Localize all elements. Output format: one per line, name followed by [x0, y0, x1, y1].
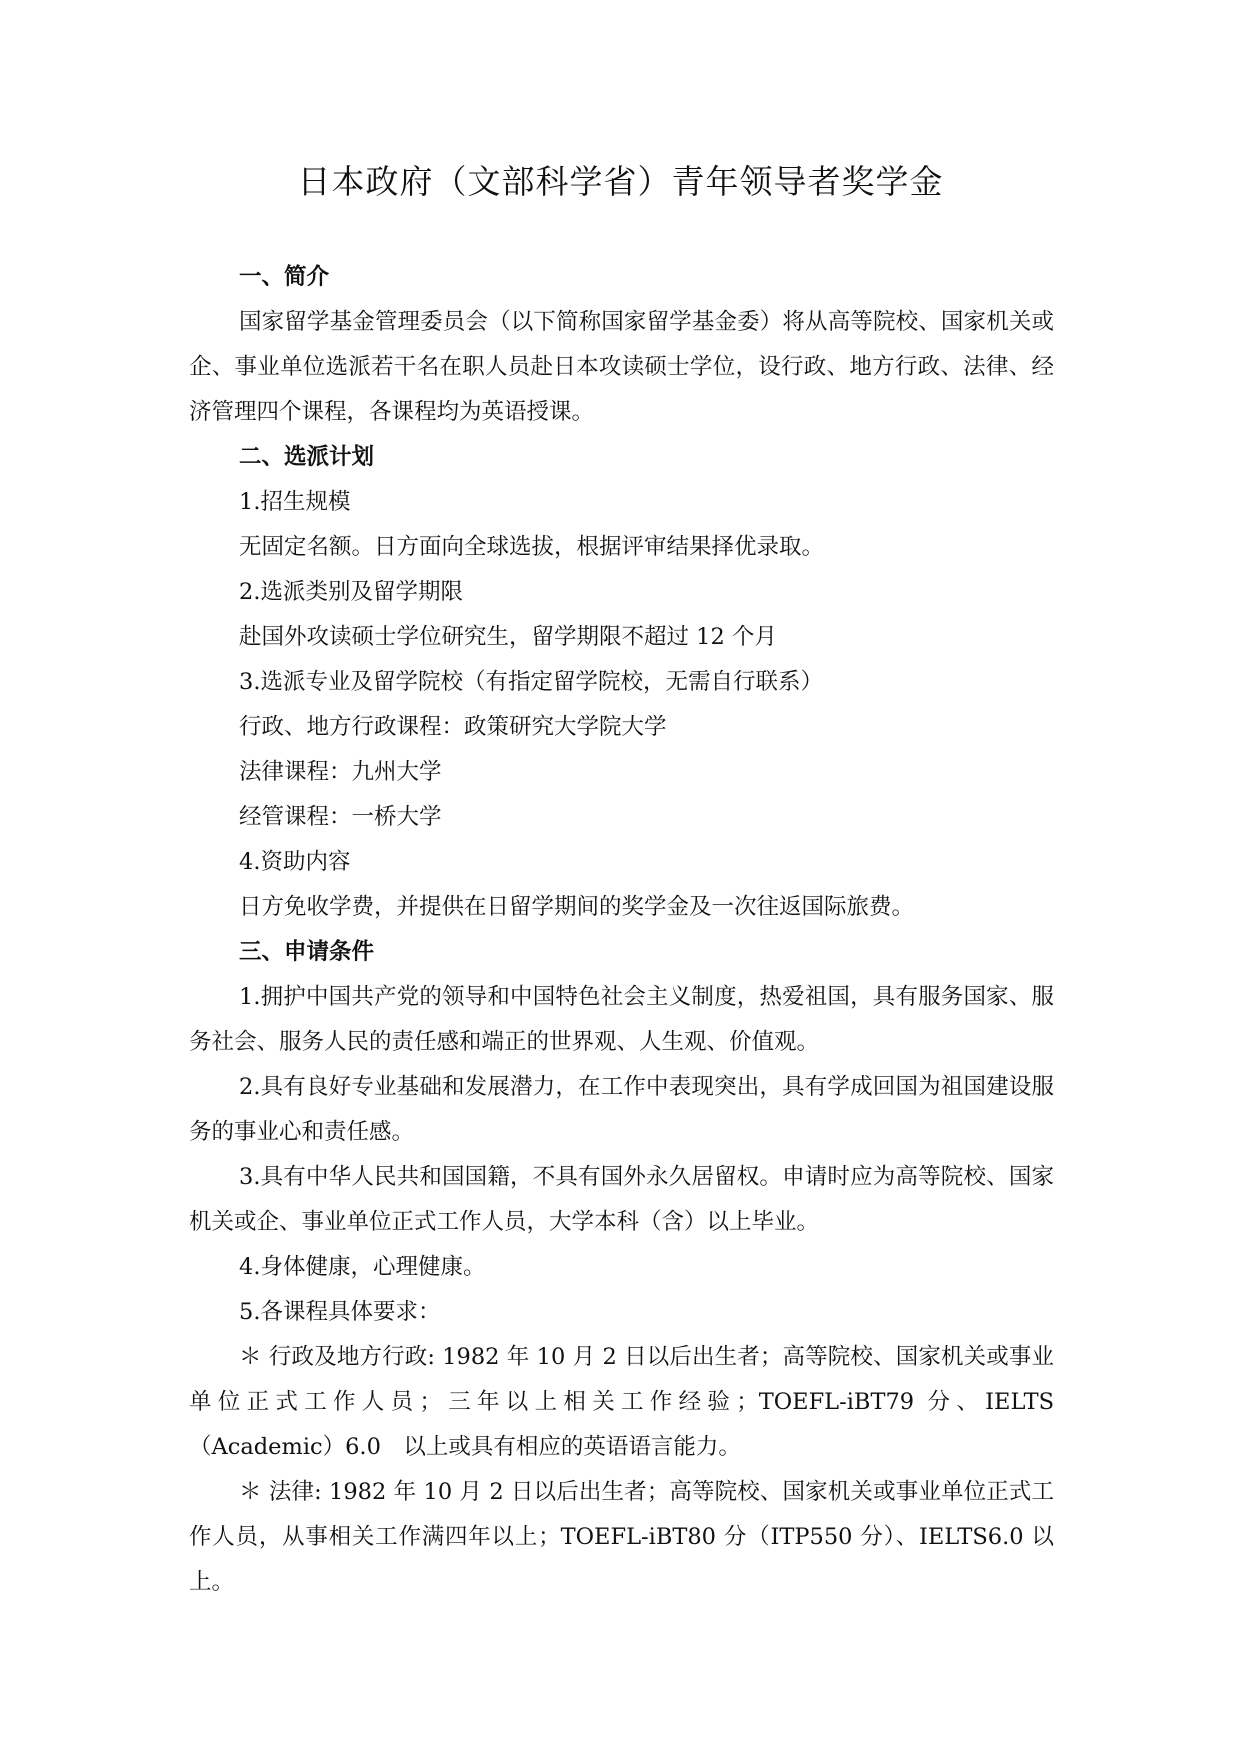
requirement-paragraph: 2.具有良好专业基础和发展潜力，在工作中表现突出，具有学成回国为祖国建设服务的事业心和责任感。 — [189, 1074, 1054, 1145]
plan-item-majors-heading: 3.选派专业及留学院校（有指定留学院校，无需自行联系） — [239, 669, 823, 695]
requirement-law-course: ＊ 法律: 1982 年 10 月 2 日以后出生者；高等院校、国家机关或事业单位正式工作人员，从事相关工作满四年以上；TOEFL-iBT80 分（ITP550 分）、IELTS6.0 以上。 — [189, 1479, 1054, 1595]
plan-item-admin-course: 行政、地方行政课程：政策研究大学院大学 — [239, 714, 667, 740]
section-heading-intro: 一、简介 — [239, 264, 330, 290]
plan-item-category-heading: 2.选派类别及留学期限 — [239, 579, 463, 605]
plan-item-category-text: 赴国外攻读硕士学位研究生，留学期限不超过 12 个月 — [239, 624, 777, 650]
plan-item-enrollment-text: 无固定名额。日方面向全球选拔，根据评审结果择优录取。 — [239, 534, 825, 560]
plan-item-law-course: 法律课程：九州大学 — [239, 759, 442, 785]
section-heading-plan: 二、选派计划 — [239, 444, 375, 470]
requirement-paragraph: 4.身体健康，心理健康。 — [239, 1254, 486, 1280]
requirement-paragraph: 5.各课程具体要求： — [239, 1299, 441, 1325]
plan-item-management-course: 经管课程：一桥大学 — [239, 804, 442, 830]
requirement-paragraph: 3.具有中华人民共和国国籍，不具有国外永久居留权。申请时应为高等院校、国家机关或企、事业单位正式工作人员，大学本科（含）以上毕业。 — [189, 1164, 1054, 1235]
section-heading-requirements: 三、申请条件 — [239, 939, 375, 965]
requirement-admin-course: ＊ 行政及地方行政: 1982 年 10 月 2 日以后出生者；高等院校、国家机关或事业单位正式工作人员；三年以上相关工作经验；TOEFL-iBT79 分、IELTS（Academic）6.0 以上或具有相应的英语语言能力。 — [189, 1344, 1054, 1460]
plan-item-funding-heading: 4.资助内容 — [239, 849, 351, 875]
intro-paragraph: 国家留学基金管理委员会（以下简称国家留学基金委）将从高等院校、国家机关或企、事业单位选派若干名在职人员赴日本攻读硕士学位，设行政、地方行政、法律、经济管理四个课程，各课程均为英语授课。 — [189, 309, 1054, 425]
document-body — [189, 255, 1054, 1605]
plan-item-funding-text: 日方免收学费，并提供在日留学期间的奖学金及一次往返国际旅费。 — [239, 894, 915, 920]
document-title: 日本政府（文部科学省）青年领导者奖学金 — [297, 162, 944, 201]
requirement-paragraph: 1.拥护中国共产党的领导和中国特色社会主义制度，热爱祖国，具有服务国家、服务社会、服务人民的责任感和端正的世界观、人生观、价值观。 — [189, 984, 1054, 1055]
plan-item-enrollment-heading: 1.招生规模 — [239, 489, 351, 515]
